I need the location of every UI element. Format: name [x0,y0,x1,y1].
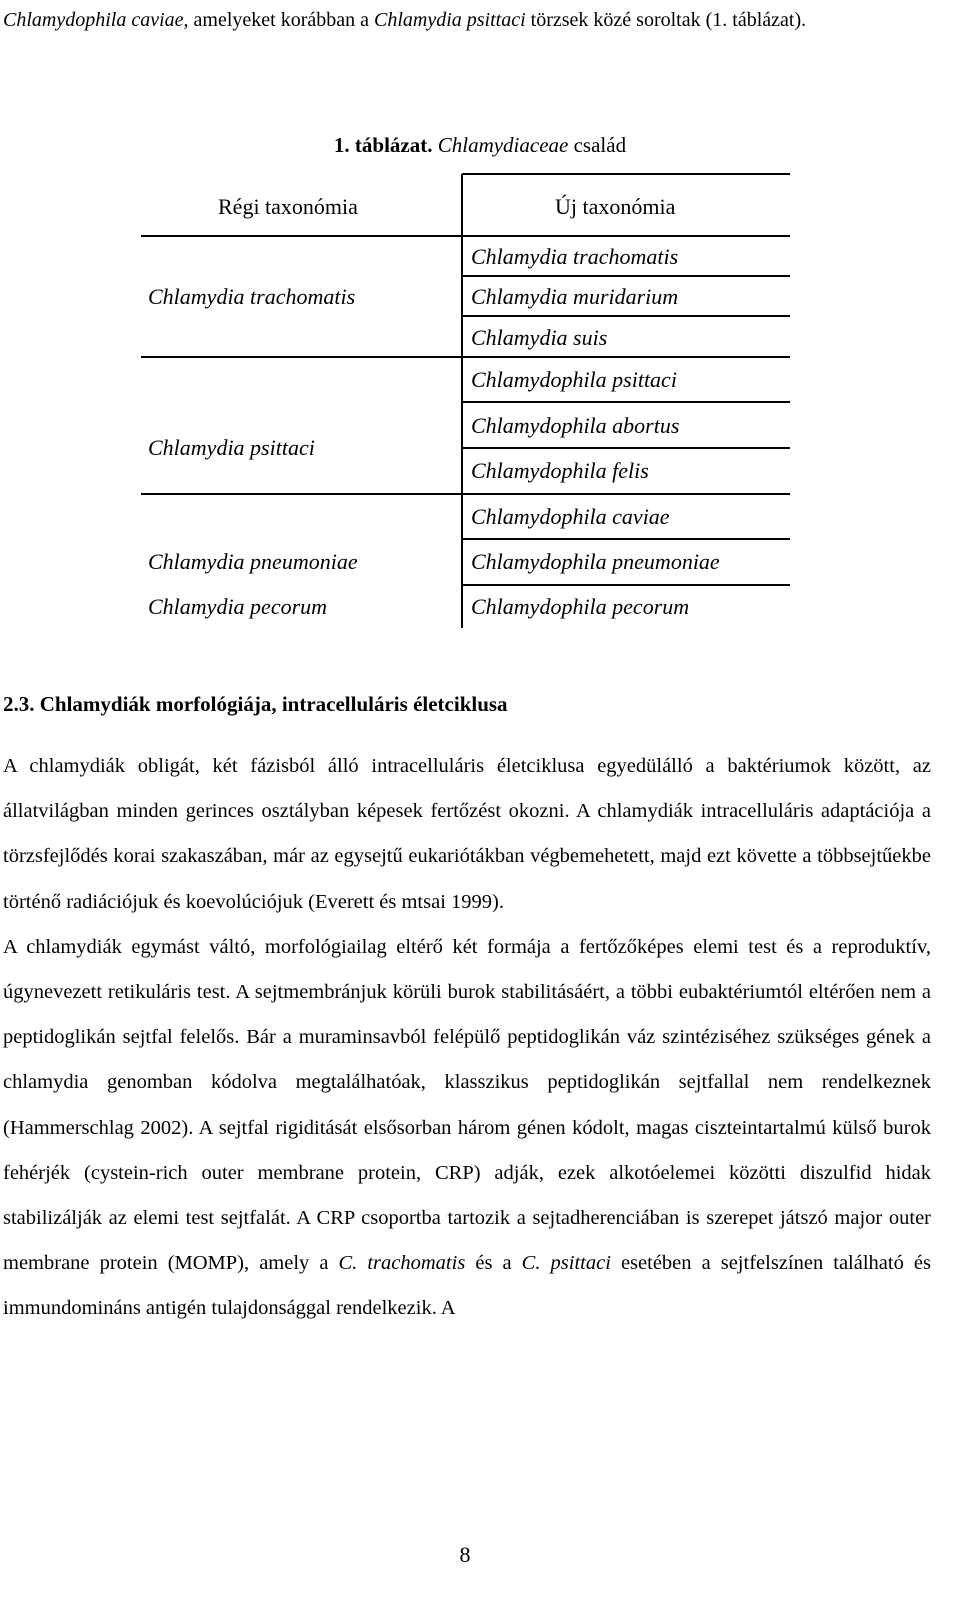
table-new-cell: Chlamydia muridarium [471,284,679,309]
table-caption-label: 1. táblázat. [333,133,433,157]
table-rule-r8 [462,584,790,586]
table-new-cell: Chlamydophila felis [471,458,649,483]
table-old-cell: Chlamydia trachomatis [148,284,356,309]
table-rule-header [141,235,790,237]
intro-text-4: törzsek közé soroltak (1. táblázat). [525,9,807,31]
paragraph-2-text-e: esetében a sejtfelszínen található és immundomináns antigén tulajdonsággal rendelkezik. A [3,1252,931,1320]
table-rule-r1 [462,275,790,277]
table-new-cell: Chlamydia suis [471,325,608,350]
table-rule-r2 [462,315,790,317]
paragraph-2-text-a: A chlamydiák egymást váltó, morfológiailag eltérő két formája a fertőzőképes elemi test és a reproduktív, úgynevezett retikuláris test. A sejtmembránjuk körüli burok stabilitásáért, a többi eubaktériumtól eltérően nem a peptidoglikán sejtfal felelős. Bár a muraminsavból felépülő peptidoglikán váz szintéziséhez szükséges gének a chlamydia genomban kódolva megtalálhatóak, klasszikus peptidoglikán sejtfallal nem rendelkeznek (Hammerschlag 2002). A sejtfal rigiditását elsősorban három génen kódolt, magas ciszteintartalmú külső burok fehérjék (cystein-rich outer membrane protein, CRP) adják, ezek alkotóelemei közötti diszulfid hidak stabilizálják az elemi test sejtfalát. A CRP csoportba tartozik a sejtadherenciában is szerepet játszó major outer membrane protein (MOMP), amely a [3,935,931,1275]
paragraph-2-species-2: C. psittaci [521,1252,611,1275]
paragraph-1: A chlamydiák obligát, két fázisból álló intracelluláris életciklusa egyedülálló a baktériumok között, az állatvilágban minden gerinces osztályban képesek fertőzést okozni. A chlamydiák intracelluláris adaptációja a törzsfejlődés korai szakaszában, már az egysejtű eukariótákban végbemehetett, majd ezt követte a többsejtűekbe történő radiációjuk és koevolúciójuk (Everett és mtsai 1999). [3,755,931,913]
table-header-old: Régi taxonómia [218,194,358,219]
paragraph-2-text-c: és a [465,1252,522,1275]
table-old-cell: Chlamydia pneumoniae [148,549,358,574]
body-text [3,744,931,1332]
paragraph-2-species-1: C. trachomatis [338,1252,466,1275]
page-number: 8 [459,1542,471,1567]
table-rule-r4 [462,401,790,403]
table-old-cell: Chlamydia psittaci [148,435,315,460]
intro-species-2: Chlamydia psittaci [374,9,526,31]
table-rule-r7 [462,538,790,540]
table-header-new: Új taxonómia [555,194,676,219]
table-column-divider [461,174,463,628]
section-heading: 2.3. Chlamydiák morfológiája, intracelluláris életciklusa [3,692,508,716]
table-rule-r5 [462,447,790,449]
taxonomy-table [0,0,960,640]
table-caption-family: Chlamydiaceae [437,133,569,157]
table-caption-rest: család [568,133,627,157]
table-rule-top [462,173,790,175]
table-new-cell: Chlamydia trachomatis [471,244,679,269]
table-new-cell: Chlamydophila caviae [471,504,670,529]
table-new-cell: Chlamydophila psittaci [471,367,677,392]
table-rule-group2 [141,493,790,495]
table-new-cell: Chlamydophila pneumoniae [471,549,720,574]
paragraph-2 [3,925,931,1332]
intro-species-1: Chlamydophila caviae, [3,9,189,31]
table-new-cell: Chlamydophila pecorum [471,594,690,619]
table-old-cell: Chlamydia pecorum [148,594,328,619]
table-new-cell: Chlamydophila abortus [471,413,680,438]
table-rule-group1 [141,356,790,358]
intro-text-2: amelyeket korábban a [188,9,374,31]
